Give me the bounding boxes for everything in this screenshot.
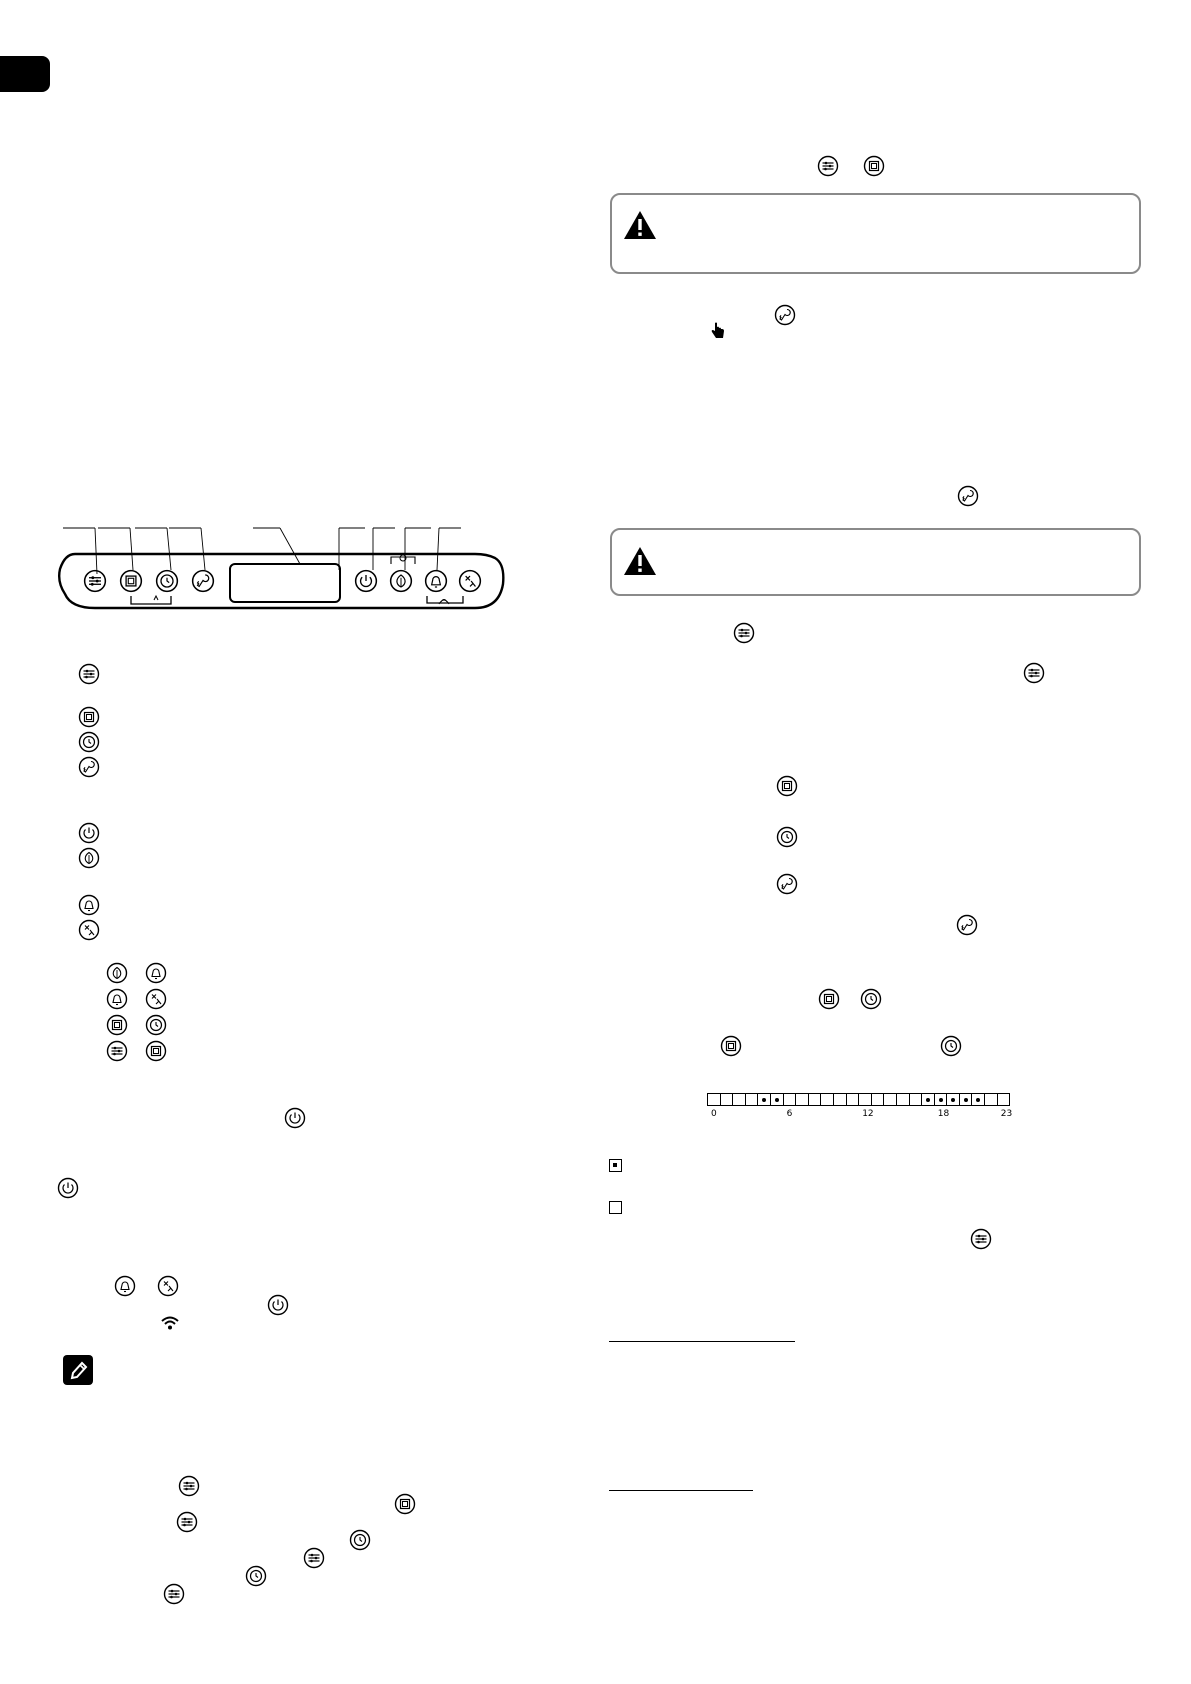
key-icon [78, 756, 100, 778]
hour-tick-label: 0 [711, 1109, 717, 1119]
tools-icon [157, 1275, 179, 1297]
power-icon [267, 1294, 289, 1316]
hour-cell [946, 1093, 960, 1106]
hour-cell [808, 1093, 822, 1106]
hour-tick-label: 23 [1000, 1109, 1013, 1119]
warning-triangle-icon [623, 210, 657, 240]
sliders-icon [303, 1547, 325, 1569]
mode-square-icon [818, 988, 840, 1010]
warning-box [610, 528, 1141, 596]
mode-square-icon [863, 155, 885, 177]
sliders-icon [106, 1040, 128, 1062]
mode-square-icon [106, 1014, 128, 1036]
active-hour-checkbox [609, 1159, 622, 1172]
hour-cell [909, 1093, 923, 1106]
hour-cell [984, 1093, 998, 1106]
clock-icon [860, 988, 882, 1010]
hour-cell [745, 1093, 759, 1106]
hour-cell [858, 1093, 872, 1106]
control-panel-diagram [55, 524, 505, 624]
sliders-icon [163, 1583, 185, 1605]
clock-icon [776, 826, 798, 848]
inactive-hour-checkbox [609, 1201, 622, 1214]
hour-cell [820, 1093, 834, 1106]
sliders-icon [970, 1228, 992, 1250]
sliders-icon [176, 1511, 198, 1533]
mode-square-icon [776, 775, 798, 797]
hour-cell [971, 1093, 985, 1106]
hour-cell [997, 1093, 1011, 1106]
bell-icon [78, 894, 100, 916]
bell-icon [114, 1275, 136, 1297]
power-icon [78, 822, 100, 844]
hour-cell [720, 1093, 734, 1106]
sliders-icon [733, 622, 755, 644]
mode-square-icon [394, 1493, 416, 1515]
bell-icon [106, 988, 128, 1010]
hour-cell [770, 1093, 784, 1106]
mode-square-icon [145, 1040, 167, 1062]
sliders-icon [1023, 662, 1045, 684]
hour-cell [896, 1093, 910, 1106]
tools-icon [78, 919, 100, 941]
key-icon [774, 304, 796, 326]
section-underline [609, 1341, 795, 1342]
hour-cell [795, 1093, 809, 1106]
hour-cell [846, 1093, 860, 1106]
hour-cell [883, 1093, 897, 1106]
hour-tick-label: 6 [786, 1109, 793, 1119]
hour-cell [921, 1093, 935, 1106]
mode-square-icon [720, 1035, 742, 1057]
clock-icon [940, 1035, 962, 1057]
hour-cell [833, 1093, 847, 1106]
tools-icon [145, 988, 167, 1010]
power-icon [57, 1177, 79, 1199]
hour-tick-label: 18 [937, 1109, 950, 1119]
clock-icon [145, 1014, 167, 1036]
sliders-icon [817, 155, 839, 177]
pencil-note-icon [63, 1355, 93, 1385]
warning-box [610, 193, 1141, 274]
hour-cell [732, 1093, 746, 1106]
hour-cell [707, 1093, 721, 1106]
key-icon [957, 485, 979, 507]
hour-cell [934, 1093, 948, 1106]
sliders-icon [78, 663, 100, 685]
key-icon [956, 914, 978, 936]
hour-cell [757, 1093, 771, 1106]
hour-cell [783, 1093, 797, 1106]
key-icon [776, 873, 798, 895]
leaf-icon [78, 847, 100, 869]
leaf-icon [106, 962, 128, 984]
hour-cell [871, 1093, 885, 1106]
warning-triangle-icon [623, 546, 657, 576]
hour-tick-label: 12 [862, 1109, 874, 1119]
hour-timeline [708, 1093, 1010, 1106]
language-tab [0, 56, 50, 92]
power-icon [284, 1107, 306, 1129]
hand-pointer-icon [710, 322, 726, 340]
bell-icon [145, 962, 167, 984]
clock-icon [78, 731, 100, 753]
clock-icon [245, 1565, 267, 1587]
clock-icon [349, 1529, 371, 1551]
mode-square-icon [78, 706, 100, 728]
wifi-icon [161, 1316, 179, 1330]
hour-cell [959, 1093, 973, 1106]
sliders-icon [178, 1475, 200, 1497]
section-underline [609, 1490, 753, 1491]
